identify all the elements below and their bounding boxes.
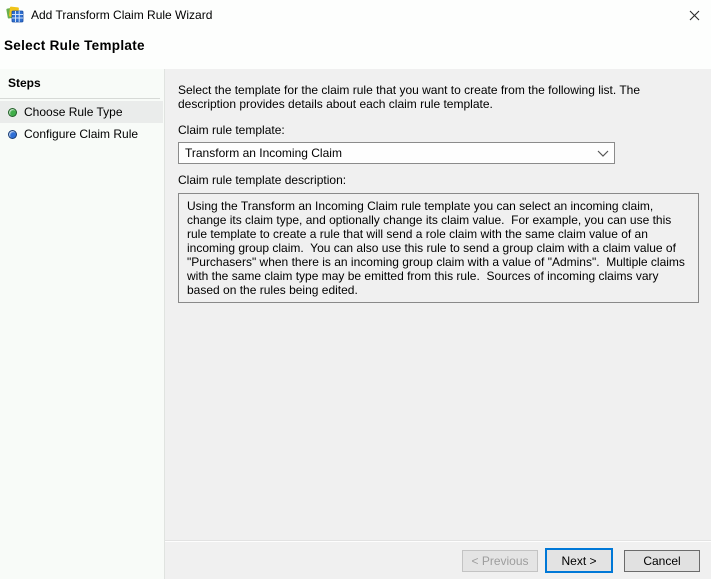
sidebar-item-choose-rule-type[interactable] [0, 101, 163, 123]
next-button[interactable]: Next > [545, 548, 613, 573]
wizard-body [0, 69, 711, 579]
sidebar-item-configure-claim-rule[interactable] [0, 123, 163, 145]
step-bullet-icon [8, 130, 17, 139]
steps-heading: Steps [8, 76, 41, 90]
step-bullet-icon [8, 108, 17, 117]
steps-separator [0, 98, 160, 99]
close-button[interactable] [677, 2, 711, 28]
close-icon [689, 10, 700, 21]
dropdown-arrow-area[interactable] [592, 143, 614, 163]
content-spacer [165, 303, 711, 541]
title-bar [0, 0, 711, 30]
intro-text: Select the template for the claim rule that you want to create from the following list. The description provides details about each claim rule template. [178, 83, 641, 111]
description-label: Claim rule template description: [178, 173, 347, 187]
button-bar [165, 541, 711, 579]
steps-sidebar [0, 69, 165, 579]
page-title: Select Rule Template [4, 38, 145, 53]
dropdown-selected-value: Transform an Incoming Claim [185, 146, 342, 160]
window-title: Add Transform Claim Rule Wizard [31, 8, 213, 22]
wizard-app-icon [6, 6, 24, 24]
step-label: Choose Rule Type [24, 105, 123, 119]
claim-rule-template-label: Claim rule template: [178, 123, 285, 137]
claim-rule-template-dropdown[interactable] [178, 142, 615, 164]
step-label: Configure Claim Rule [24, 127, 139, 141]
previous-button[interactable]: < Previous [462, 550, 538, 572]
main-content [165, 69, 711, 579]
cancel-button[interactable]: Cancel [624, 550, 700, 572]
template-description-box: Using the Transform an Incoming Claim rule template you can select an incoming claim, change its claim type, and optionally change its claim value. For example, you can use this rule template to create a rule that will send a role claim with the same claim value of an incoming group claim. You can also use this rule to send a group claim with a claim value of "Purchasers" when there is an incoming group claim with a value of "Admins". Multiple claims with the same claim type may be emitted from this rule. Sources of incoming claims vary based on the rules being edited. [178, 193, 699, 303]
wizard-header [0, 30, 711, 69]
chevron-down-icon [597, 150, 609, 157]
